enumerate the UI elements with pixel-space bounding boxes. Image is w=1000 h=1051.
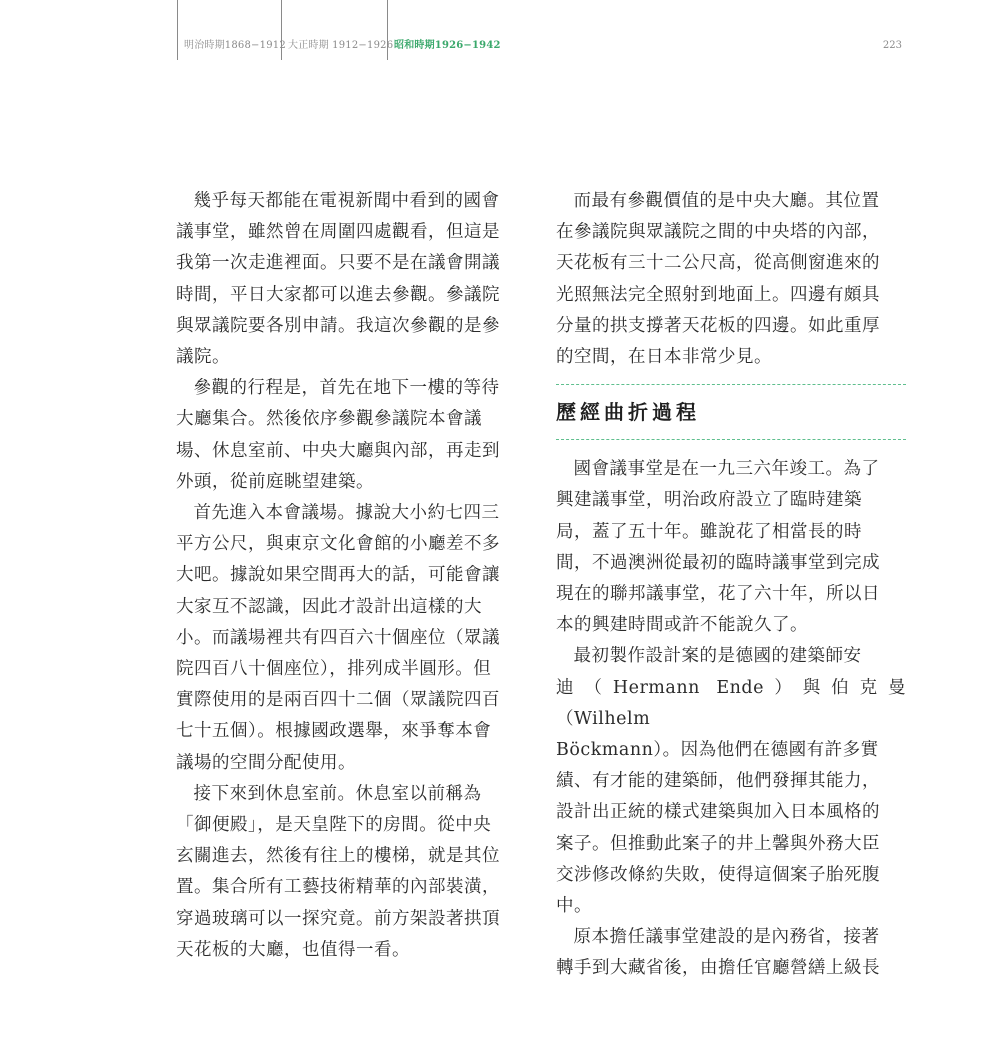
- section-divider-top: [556, 384, 906, 385]
- section-body: [556, 454, 906, 984]
- section-heading: 歷經曲折過程: [556, 400, 700, 425]
- era-label-showa: 昭和時期1926−1942: [394, 40, 501, 51]
- body-paragraph: 原本擔任議事堂建設的是內務省，接著 轉手到大藏省後，由擔任官廳營繕上級長: [556, 927, 880, 979]
- body-paragraph: 參觀的行程是，首先在地下一樓的等待 大廳集合。然後依序參觀參議院本會議 場、休息室前、中央大廳與內部，再走到 外頭，從前庭眺望建築。: [176, 378, 500, 492]
- era-label-meiji: 明治時期1868−1912: [184, 40, 286, 51]
- body-paragraph: 首先進入本會議場。據說大小約七四三 平方公尺，與東京文化會館的小廳差不多 大吧。據說如果空間再大的話，可能會讓 大家互不認識，因此才設計出這樣的大 小。而議場裡共有四百六十個座位（眾議 院四百八十個座位），排列成半圓形。但 實際使用的是兩百四十二個（眾議院四百 七十五個）。根據國政選舉，來爭奪本會 議場的空間分配使用。: [176, 503, 500, 773]
- running-header: [0, 0, 1000, 60]
- section-divider-bottom: [556, 439, 906, 440]
- era-tab-taisho: [281, 0, 394, 60]
- era-label-taisho: 大正時期 1912−1926: [288, 40, 394, 51]
- left-text-column: [176, 186, 526, 966]
- body-paragraph: 最初製作設計案的是德國的建築師安 迪（Hermann Ende）與伯克曼（Wilhelm Böckmann）。因為他們在德國有許多實 績、有才能的建築師，他們發揮其能力， 設計出正統的樣式建築與加入日本風格的 案子。但推動此案子的井上馨與外務大臣 交涉修改條約失敗，使得這個案子胎死腹 中。: [556, 646, 906, 917]
- body-paragraph: 國會議事堂是在一九三六年竣工。為了 興建議事堂，明治政府設立了臨時建築 局，蓋了五十年。雖說花了相當長的時 間，不過澳洲從最初的臨時議事堂到完成 現在的聯邦議事堂，花了六十年，所以日 本的興建時間或許不能說久了。: [556, 459, 880, 636]
- body-paragraph: 接下來到休息室前。休息室以前稱為 「御便殿」，是天皇陛下的房間。從中央 玄關進去，然後有往上的樓梯，就是其位 置。集合所有工藝技術精華的內部裝潢， 穿過玻璃可以一探究竟。前方架設著拱頂 天花板的大廳，也值得一看。: [176, 783, 500, 960]
- era-tab-meiji: [177, 0, 286, 60]
- page-number: 223: [882, 40, 902, 51]
- body-paragraph: 而最有參觀價值的是中央大廳。其位置 在參議院與眾議院之間的中央塔的內部， 天花板有三十二公尺高，從高側窗進來的 光照無法完全照射到地面上。四邊有頗具 分量的拱支撐著天花板的四邊。如此重厚 的空間，在日本非常少見。: [556, 191, 880, 368]
- body-paragraph: 幾乎每天都能在電視新聞中看到的國會 議事堂，雖然曾在周圍四處觀看，但這是 我第一次走進裡面。只要不是在議會開議 時間，平日大家都可以進去參觀。參議院 與眾議院要各別申請。我這次參觀的是參 議院。: [176, 191, 500, 368]
- era-tab-showa: [387, 0, 508, 60]
- right-text-column: [556, 186, 906, 985]
